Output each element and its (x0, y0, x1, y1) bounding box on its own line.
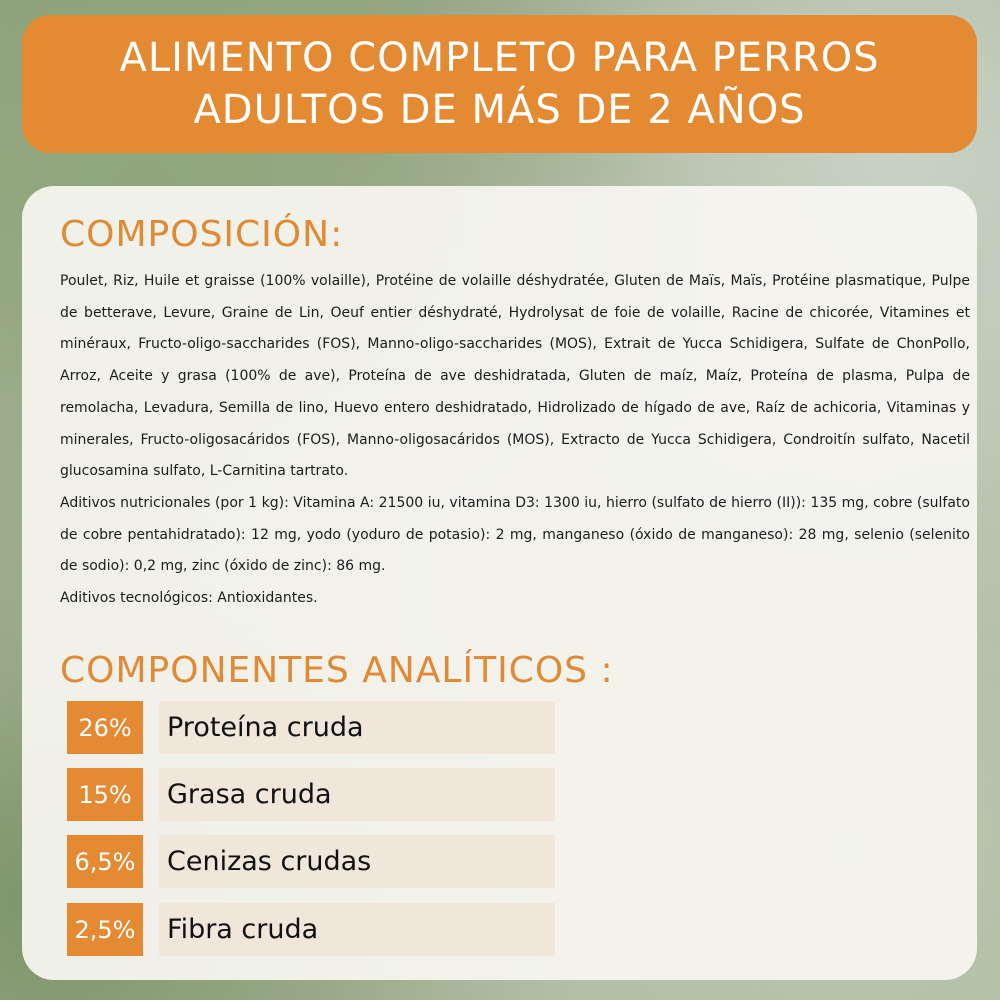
composition-text (60, 266, 970, 615)
percent-badge: 2,5% (67, 903, 143, 956)
component-label: Fibra cruda (159, 903, 555, 956)
ingredients-paragraph: Poulet, Riz, Huile et graisse (100% volaille), Protéine de volaille déshydratée, Gluten de Maïs, Maïs, Protéine plasmatique, Pulpe de betterave, Levure, Graine de Lin, Oeuf entier déshydraté, Hydrolysat de foie de volaille, Racine de chicorée, Vitamines et minéraux, Fructo-oligo-saccharides (FOS), Manno-oligo-saccharides (MOS), Extrait de Yucca Schidigera, Sulfate de ChonPollo, Arroz, Aceite y grasa (100% de ave), Proteína de ave deshidratada, Gluten de maíz, Maíz, Proteína de plasma, Pulpa de remolacha, Levadura, Semilla de lino, Huevo entero deshidratado, Hidrolizado de hígado de ave, Raíz de achicoria, Vitaminas y minerales, Fructo-oligosacáridos (FOS), Manno-oligosacáridos (MOS), Extracto de Yucca Schidigera, Condroitín sulfato, Nacetil glucosamina sulfato, L-Carnitina tartrato. (60, 273, 970, 480)
analytical-heading: COMPONENTES ANALÍTICOS : (60, 650, 614, 691)
component-label: Cenizas crudas (159, 835, 555, 888)
component-label: Grasa cruda (159, 768, 555, 821)
nutritional-additives-paragraph: Aditivos nutricionales (por 1 kg): Vitamina A: 21500 iu, vitamina D3: 1300 iu, hierro (sulfato de hierro (II)): 135 mg, cobre (sulfato de cobre pentahidratado): 12 mg, yodo (yoduro de potasio): 2 mg, manganeso (óxido de manganeso): 28 mg, selenio (selenito de sodio): 0,2 mg, zinc (óxido de zinc): 86 mg. (60, 494, 970, 575)
title-line-2: ADULTOS DE MÁS DE 2 AÑOS (193, 87, 806, 133)
composition-heading: COMPOSICIÓN: (60, 214, 344, 255)
technological-additives-paragraph: Aditivos tecnológicos: Antioxidantes. (60, 590, 318, 607)
title-banner (22, 15, 977, 153)
percent-badge: 26% (67, 701, 143, 754)
component-label: Proteína cruda (159, 701, 555, 754)
percent-badge: 15% (67, 768, 143, 821)
percent-badge: 6,5% (67, 835, 143, 888)
title-line-1: ALIMENTO COMPLETO PARA PERROS (119, 35, 880, 81)
